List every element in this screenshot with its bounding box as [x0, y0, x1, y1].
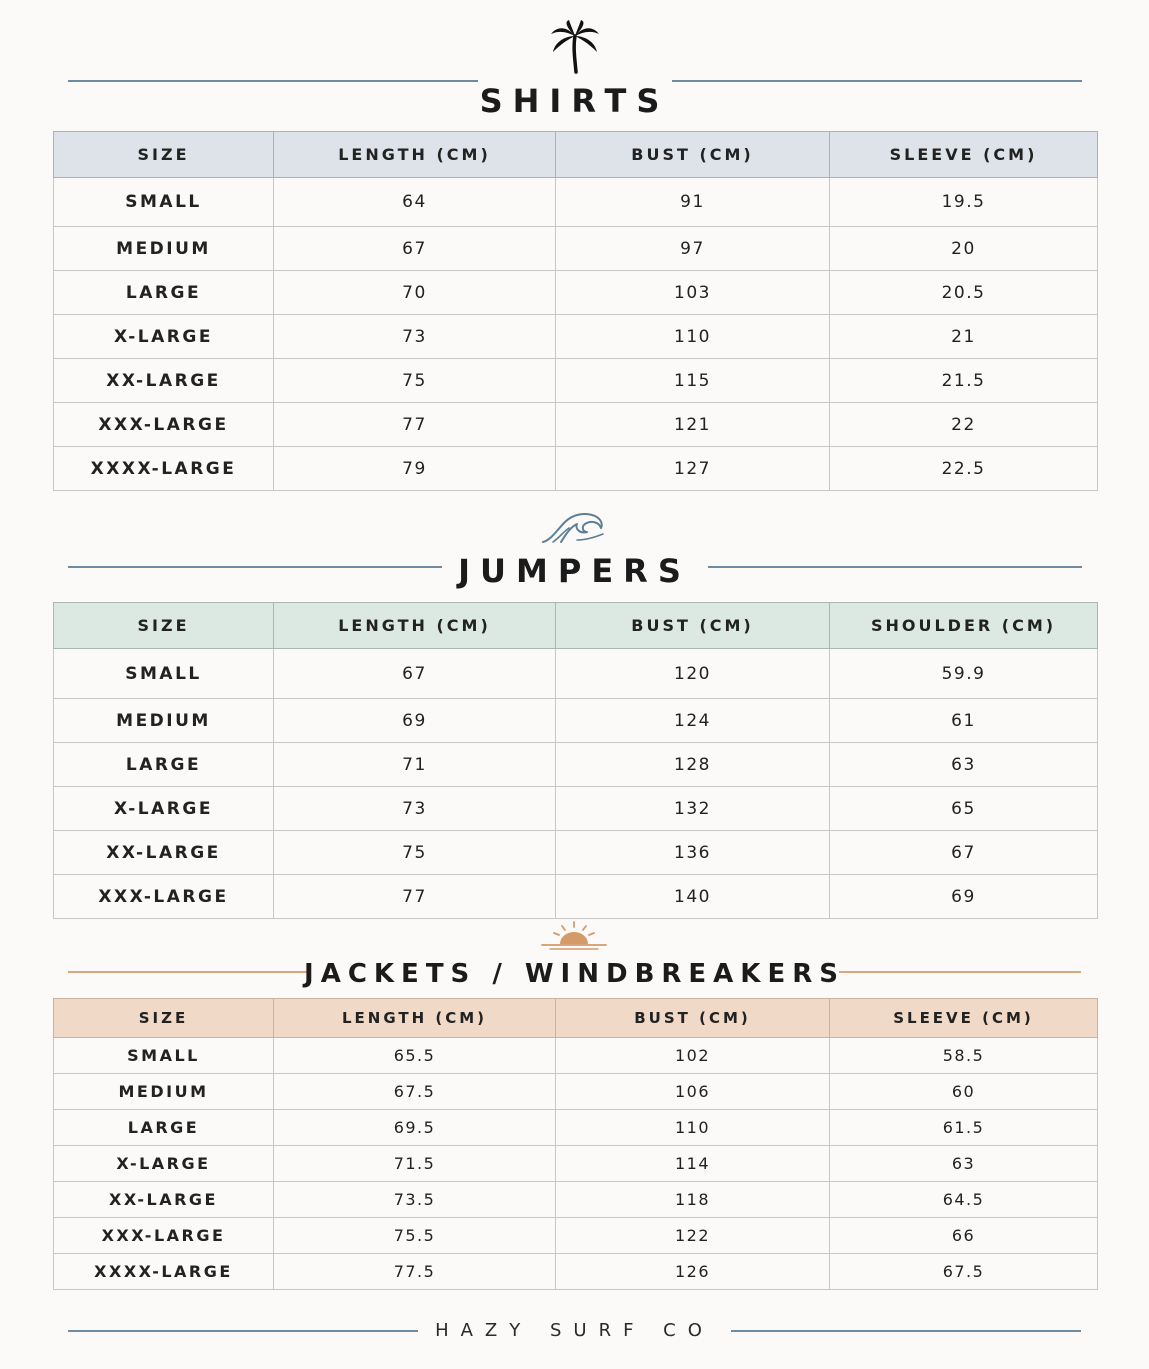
wave-icon: [541, 510, 605, 544]
value-cell: 97: [556, 227, 830, 271]
value-cell: 22.5: [830, 447, 1098, 491]
table-row: [54, 649, 1098, 699]
value-cell: 136: [556, 831, 830, 875]
value-cell: 75.5: [274, 1218, 556, 1254]
column-header: SIZE: [54, 132, 274, 178]
table-row: [54, 403, 1098, 447]
value-cell: 67: [274, 649, 556, 699]
size-cell: MEDIUM: [54, 227, 274, 271]
table-row: [54, 743, 1098, 787]
sunset-icon: [538, 920, 610, 954]
value-cell: 20: [830, 227, 1098, 271]
shirts-title: SHIRTS: [479, 82, 670, 120]
column-header: SLEEVE (CM): [830, 132, 1098, 178]
size-cell: MEDIUM: [54, 1074, 274, 1110]
jumpers-size-table: [53, 602, 1098, 919]
size-cell: SMALL: [54, 178, 274, 227]
shirts-size-table: [53, 131, 1098, 491]
value-cell: 75: [274, 831, 556, 875]
column-header: SHOULDER (CM): [830, 603, 1098, 649]
table-row: [54, 1110, 1098, 1146]
table-header-row: [54, 603, 1098, 649]
column-header: SIZE: [54, 999, 274, 1038]
value-cell: 122: [556, 1218, 830, 1254]
table-row: [54, 787, 1098, 831]
value-cell: 67: [830, 831, 1098, 875]
value-cell: 22: [830, 403, 1098, 447]
value-cell: 124: [556, 699, 830, 743]
table-row: [54, 271, 1098, 315]
table-row: [54, 359, 1098, 403]
size-cell: LARGE: [54, 743, 274, 787]
value-cell: 69: [274, 699, 556, 743]
value-cell: 58.5: [830, 1038, 1098, 1074]
footer-brand: HAZY SURF CO: [435, 1320, 714, 1341]
table-row: [54, 1146, 1098, 1182]
size-cell: XX-LARGE: [54, 359, 274, 403]
size-cell: SMALL: [54, 649, 274, 699]
column-header: BUST (CM): [556, 132, 830, 178]
value-cell: 66: [830, 1218, 1098, 1254]
table-row: [54, 227, 1098, 271]
table-row: [54, 447, 1098, 491]
table-row: [54, 315, 1098, 359]
value-cell: 128: [556, 743, 830, 787]
jackets-title: JACKETS / WINDBREAKERS: [304, 959, 845, 989]
value-cell: 61: [830, 699, 1098, 743]
table-header-row: [54, 999, 1098, 1038]
table-row: [54, 1074, 1098, 1110]
table-row: [54, 1254, 1098, 1290]
value-cell: 71: [274, 743, 556, 787]
column-header: BUST (CM): [556, 999, 830, 1038]
value-cell: 103: [556, 271, 830, 315]
column-header: LENGTH (CM): [274, 999, 556, 1038]
table-row: [54, 1038, 1098, 1074]
table-row: [54, 875, 1098, 919]
size-cell: XXX-LARGE: [54, 875, 274, 919]
value-cell: 77: [274, 875, 556, 919]
size-cell: X-LARGE: [54, 787, 274, 831]
value-cell: 110: [556, 1110, 830, 1146]
value-cell: 65: [830, 787, 1098, 831]
value-cell: 73: [274, 787, 556, 831]
value-cell: 63: [830, 743, 1098, 787]
value-cell: 67.5: [830, 1254, 1098, 1290]
value-cell: 64.5: [830, 1182, 1098, 1218]
value-cell: 71.5: [274, 1146, 556, 1182]
value-cell: 127: [556, 447, 830, 491]
value-cell: 65.5: [274, 1038, 556, 1074]
table-row: [54, 178, 1098, 227]
column-header: SLEEVE (CM): [830, 999, 1098, 1038]
table-header-row: [54, 132, 1098, 178]
jumpers-title: JUMPERS: [458, 552, 691, 590]
size-cell: XXXX-LARGE: [54, 1254, 274, 1290]
value-cell: 126: [556, 1254, 830, 1290]
value-cell: 140: [556, 875, 830, 919]
table-row: [54, 831, 1098, 875]
palm-tree-icon: [549, 20, 601, 74]
size-cell: XX-LARGE: [54, 831, 274, 875]
size-cell: XXXX-LARGE: [54, 447, 274, 491]
value-cell: 106: [556, 1074, 830, 1110]
value-cell: 67.5: [274, 1074, 556, 1110]
value-cell: 59.9: [830, 649, 1098, 699]
size-cell: LARGE: [54, 271, 274, 315]
value-cell: 64: [274, 178, 556, 227]
column-header: BUST (CM): [556, 603, 830, 649]
value-cell: 73.5: [274, 1182, 556, 1218]
value-cell: 77: [274, 403, 556, 447]
value-cell: 120: [556, 649, 830, 699]
size-cell: MEDIUM: [54, 699, 274, 743]
value-cell: 21.5: [830, 359, 1098, 403]
value-cell: 69.5: [274, 1110, 556, 1146]
value-cell: 20.5: [830, 271, 1098, 315]
size-cell: X-LARGE: [54, 1146, 274, 1182]
value-cell: 79: [274, 447, 556, 491]
size-cell: XXX-LARGE: [54, 403, 274, 447]
column-header: LENGTH (CM): [274, 132, 556, 178]
value-cell: 67: [274, 227, 556, 271]
value-cell: 75: [274, 359, 556, 403]
table-row: [54, 1182, 1098, 1218]
value-cell: 19.5: [830, 178, 1098, 227]
size-cell: X-LARGE: [54, 315, 274, 359]
value-cell: 70: [274, 271, 556, 315]
value-cell: 61.5: [830, 1110, 1098, 1146]
value-cell: 73: [274, 315, 556, 359]
value-cell: 69: [830, 875, 1098, 919]
value-cell: 115: [556, 359, 830, 403]
table-row: [54, 699, 1098, 743]
value-cell: 132: [556, 787, 830, 831]
value-cell: 60: [830, 1074, 1098, 1110]
value-cell: 110: [556, 315, 830, 359]
column-header: LENGTH (CM): [274, 603, 556, 649]
size-cell: LARGE: [54, 1110, 274, 1146]
value-cell: 21: [830, 315, 1098, 359]
column-header: SIZE: [54, 603, 274, 649]
value-cell: 77.5: [274, 1254, 556, 1290]
value-cell: 121: [556, 403, 830, 447]
value-cell: 91: [556, 178, 830, 227]
value-cell: 118: [556, 1182, 830, 1218]
size-cell: XX-LARGE: [54, 1182, 274, 1218]
size-cell: SMALL: [54, 1038, 274, 1074]
jackets-size-table: [53, 998, 1098, 1290]
value-cell: 114: [556, 1146, 830, 1182]
table-row: [54, 1218, 1098, 1254]
size-cell: XXX-LARGE: [54, 1218, 274, 1254]
value-cell: 63: [830, 1146, 1098, 1182]
value-cell: 102: [556, 1038, 830, 1074]
